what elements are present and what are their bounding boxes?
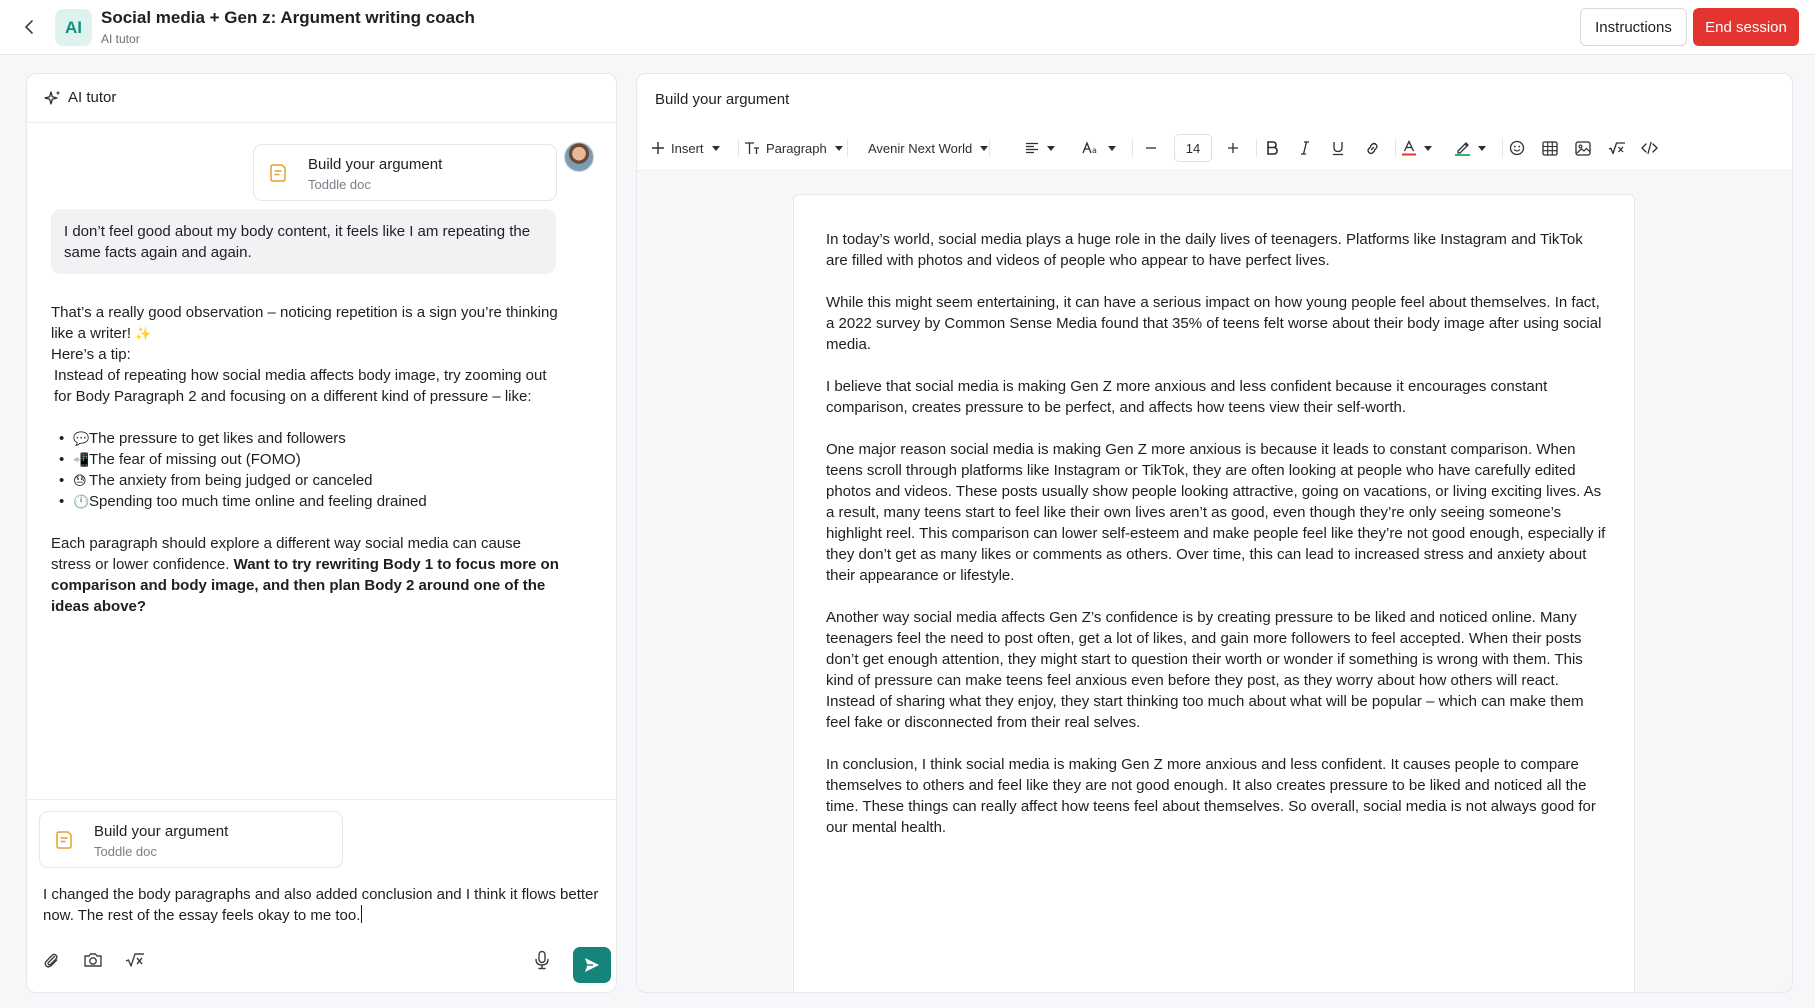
list-item: [61, 470, 561, 491]
paragraph-style-dropdown[interactable]: [744, 132, 843, 164]
text-color-icon: [1402, 140, 1416, 156]
svg-text:a: a: [1092, 146, 1097, 155]
document-icon: [270, 163, 288, 183]
chevron-down-icon: [1108, 146, 1116, 151]
formatting-toolbar: [637, 132, 1792, 164]
chevron-down-icon: [712, 146, 720, 151]
doc-type: Toddle doc: [94, 844, 157, 859]
clock-emoji: 🕛: [73, 494, 90, 509]
align-left-icon: [1025, 142, 1039, 154]
list-item-text: The anxiety from being judged or canceled: [89, 472, 373, 489]
paperclip-icon: [42, 951, 60, 969]
user-avatar: [564, 142, 594, 172]
microphone-button[interactable]: [531, 949, 553, 971]
text-size-icon: [1082, 141, 1100, 155]
decrease-font-button[interactable]: [1145, 132, 1157, 164]
toolbar-divider: [1395, 139, 1396, 157]
link-button[interactable]: [1365, 132, 1380, 164]
chevron-down-icon: [1424, 146, 1432, 151]
chat-panel: [26, 73, 617, 993]
camera-icon: [83, 951, 103, 969]
image-icon: [1575, 141, 1591, 156]
plus-icon: [651, 141, 665, 155]
editor-panel: [636, 73, 1793, 993]
editor-title: Build your argument: [655, 91, 790, 108]
math-button[interactable]: [124, 949, 146, 971]
document-page[interactable]: [793, 194, 1635, 993]
list-item-text: Spending too much time online and feeling drained: [89, 493, 427, 510]
underline-button[interactable]: [1332, 132, 1344, 164]
ai-closing: [51, 533, 561, 617]
insert-label: Insert: [671, 140, 704, 156]
chevron-down-icon: [1478, 146, 1486, 151]
essay-paragraph[interactable]: In conclusion, I think social media is making Gen Z more anxious and less confident. It causes people to compare themselves to others and feel like they are not good enough. It also creates pressure to be liked and noticed all the time. These things can really affect how teens feel about themselves. So overall, social media is not always good for our mental health.: [826, 756, 1596, 836]
align-dropdown[interactable]: [1025, 132, 1055, 164]
ai-badge: AI: [55, 9, 92, 46]
paragraph-label: Paragraph: [766, 140, 827, 156]
message-input-text: I changed the body paragraphs and also added conclusion and I think it flows better now. The rest of the essay feels okay to me too.: [43, 886, 599, 924]
instructions-button[interactable]: Instructions: [1580, 8, 1687, 46]
emoji-icon: [1509, 140, 1525, 156]
doc-type: Toddle doc: [308, 177, 371, 192]
ai-message: [51, 302, 561, 617]
list-item: [61, 491, 561, 512]
doc-title: Build your argument: [308, 156, 443, 173]
phone-emoji: 📲: [73, 452, 90, 467]
doc-title: Build your argument: [94, 823, 229, 840]
attached-doc-card[interactable]: [253, 144, 557, 201]
emoji-button[interactable]: [1509, 132, 1525, 164]
square-root-icon: [1608, 141, 1626, 156]
chevron-left-icon: [23, 19, 35, 35]
essay-text[interactable]: [826, 229, 1608, 859]
image-button[interactable]: [1575, 132, 1591, 164]
table-button[interactable]: [1542, 132, 1558, 164]
essay-paragraph[interactable]: Another way social media affects Gen Z’s confidence is by creating pressure to be liked and noticed online. Many teenagers feel the need to post often, get a lot of likes, and gain more followers to feel accepted. When their posts don’t get enough attention, they might start to question their worth or wonder if something is wrong with them. This kind of pressure can make teens feel anxious even before they post, as they worry about how others will react. Instead of sharing what they enjoy, they start thinking too much about what will be popular – which can make them feel fake or disconnected from their real selves.: [826, 609, 1584, 731]
insert-dropdown[interactable]: [651, 132, 720, 164]
chat-panel-title: AI tutor: [68, 89, 117, 106]
list-item: [61, 449, 561, 470]
speech-bubble-emoji: 💬: [73, 431, 90, 446]
italic-icon: [1300, 141, 1310, 155]
microphone-icon: [534, 950, 550, 970]
code-icon: [1641, 141, 1658, 155]
text-style-icon: [744, 141, 760, 155]
link-icon: [1365, 141, 1380, 156]
ai-tip-list: [51, 428, 561, 512]
document-icon: [56, 830, 74, 850]
increase-font-button[interactable]: [1227, 132, 1239, 164]
toolbar-divider: [847, 139, 848, 157]
end-session-button[interactable]: End session: [1693, 8, 1799, 46]
composer-divider: [27, 799, 616, 800]
essay-paragraph[interactable]: In today’s world, social media plays a huge role in the daily lives of teenagers. Platforms like Instagram and TikTok are filled with photos and videos of people who appear to have perfect lives.: [826, 231, 1583, 269]
anxious-face-emoji: 😓: [73, 473, 87, 488]
bold-button[interactable]: [1266, 132, 1278, 164]
ai-observation-text: That’s a really good observation – noticing repetition is a sign you’re thinking like a writer!: [51, 304, 558, 342]
chevron-down-icon: [1047, 146, 1055, 151]
text-caret: [361, 905, 362, 923]
send-icon: [583, 956, 601, 974]
highlight-color-dropdown[interactable]: [1455, 132, 1486, 164]
chat-panel-header: [27, 74, 616, 123]
list-item-text: The pressure to get likes and followers: [89, 430, 346, 447]
sparkle-icon: [44, 89, 62, 107]
underline-icon: [1332, 141, 1344, 156]
chevron-down-icon: [980, 146, 988, 151]
attach-button[interactable]: [40, 949, 62, 971]
essay-paragraph[interactable]: I believe that social media is making Gen Z more anxious and less confident because it encourages constant comparison, creates pressure to be perfect, and affects how teens view their self-worth.: [826, 378, 1548, 416]
editor-header: [637, 74, 1792, 171]
message-input[interactable]: [43, 884, 603, 926]
list-item-text: The fear of missing out (FOMO): [89, 451, 301, 468]
font-size-input[interactable]: 14: [1174, 134, 1212, 162]
camera-button[interactable]: [82, 949, 104, 971]
highlighter-icon: [1455, 140, 1470, 156]
toolbar-divider: [738, 139, 739, 157]
toolbar-divider: [1132, 139, 1133, 157]
ai-tip-body: Instead of repeating how social media affects body image, try zooming out for Body Paragraph 2 and focusing on a different kind of pressure – like:: [54, 367, 547, 405]
send-button[interactable]: [573, 947, 611, 983]
essay-paragraph[interactable]: One major reason social media is making Gen Z more anxious is because it leads to constant comparison. When teens scroll through platforms like Instagram or TikTok, they are often looking at people who have carefully edited photos and videos. These posts usually show people looking attractive, going on vacations, or living exciting lives. As a result, many teens start to feel like their own lives aren’t as good, even though they’re only seeing someone’s highlight reel. This comparison can lower self-esteem and make people feel like they’re not good enough, especially if they don’t get as many likes or comments as others. Over time, this can lead to increased stress and anxiety about their appearance or lifestyle.: [826, 441, 1606, 584]
ai-closing-text: Each paragraph should explore a different way social media can cause stress or lower confidence.: [51, 535, 522, 573]
text-case-dropdown[interactable]: [1082, 132, 1116, 164]
font-family-dropdown[interactable]: [868, 132, 988, 164]
minus-icon: [1145, 142, 1157, 154]
toolbar-divider: [1502, 139, 1503, 157]
plus-icon: [1227, 142, 1239, 154]
page-title: Social media + Gen z: Argument writing coach: [101, 8, 475, 27]
font-family-label: Avenir Next World: [868, 140, 973, 156]
top-header: [0, 0, 1815, 55]
essay-paragraph[interactable]: While this might seem entertaining, it can have a serious impact on how young people feel about themselves. In fact, a 2022 survey by Common Sense Media found that 35% of teens felt worse about their body image after using social media.: [826, 294, 1602, 353]
italic-button[interactable]: [1300, 132, 1310, 164]
user-message-bubble: I don’t feel good about my body content, it feels like I am repeating the same facts again and again.: [51, 209, 556, 274]
sparkles-emoji: ✨: [135, 326, 152, 341]
code-button[interactable]: [1641, 132, 1658, 164]
toolbar-divider: [989, 139, 990, 157]
table-icon: [1542, 141, 1558, 156]
ai-closing-question: Want to try rewriting Body 1 to focus more on comparison and body image, and then plan Body 2 around one of the ideas above?: [51, 556, 559, 615]
back-button[interactable]: [17, 15, 41, 39]
list-item: [61, 428, 561, 449]
ai-message-line: [51, 302, 561, 344]
page-subtitle: AI tutor: [101, 32, 140, 46]
chevron-down-icon: [835, 146, 843, 151]
ai-tip-intro: Here’s a tip:: [51, 346, 131, 363]
bold-icon: [1266, 141, 1278, 155]
square-root-icon: [125, 951, 145, 969]
text-color-dropdown[interactable]: [1402, 132, 1432, 164]
toolbar-divider: [1256, 139, 1257, 157]
equation-button[interactable]: [1608, 132, 1626, 164]
composer-attached-doc[interactable]: [39, 811, 343, 868]
